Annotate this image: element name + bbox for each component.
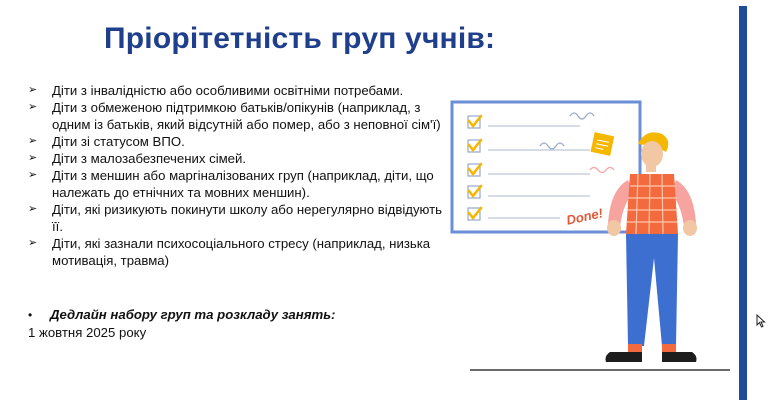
list-item — [28, 82, 448, 99]
arrow-bullet-icon: ➢ — [28, 135, 38, 147]
done-label: Done! — [565, 205, 605, 228]
arrow-bullet-icon: ➢ — [28, 203, 38, 215]
mouse-cursor-icon — [756, 314, 766, 328]
list-item-text: Діти з меншин або маргіналізованих груп (наприклад, діти, що належать до етнічних та мовних меншин). — [52, 168, 434, 200]
list-item — [28, 235, 448, 269]
sticky-note-icon — [591, 132, 615, 156]
deadline-label: Дедлайн набору груп та розкладу занять: — [50, 307, 336, 322]
arrow-bullet-icon: ➢ — [28, 84, 38, 96]
arrow-bullet-icon: ➢ — [28, 169, 38, 181]
arrow-bullet-icon: ➢ — [28, 101, 38, 113]
right-gutter — [748, 0, 768, 400]
arrow-bullet-icon: ➢ — [28, 152, 38, 164]
deadline-date: 1 жовтня 2025 року — [28, 325, 147, 340]
list-item — [28, 201, 448, 235]
list-item-text: Діти, які зазнали психосоціального стресу (наприклад, низька мотивація, травма) — [52, 236, 431, 268]
list-item — [28, 167, 448, 201]
bullet-dot-icon: • — [28, 308, 33, 322]
priority-list — [28, 82, 448, 269]
arrow-bullet-icon: ➢ — [28, 237, 38, 249]
list-item — [28, 99, 448, 133]
scrollbar-thumb[interactable] — [739, 6, 747, 400]
checklist-illustration — [440, 86, 738, 386]
list-item-text: Діти з обмеженою підтримкою батьків/опікунів (наприклад, з одним із батьків, який відсутній або помер, або з неповної сім'ї) — [52, 100, 441, 132]
list-item-text: Діти з малозабезпечених сімей. — [52, 151, 247, 166]
vertical-scrollbar[interactable] — [738, 0, 748, 400]
list-item-text: Діти, які ризикують покинути школу або нерегулярно відвідують її. — [52, 202, 443, 234]
list-item-text: Діти з інвалідністю або особливими освітніми потребами. — [52, 83, 404, 98]
list-item — [28, 133, 448, 150]
deadline-block — [28, 306, 448, 341]
page-title: Пріорітетність груп учнів: — [104, 22, 496, 55]
list-item-text: Діти зі статусом ВПО. — [52, 134, 185, 149]
list-item — [28, 150, 448, 167]
